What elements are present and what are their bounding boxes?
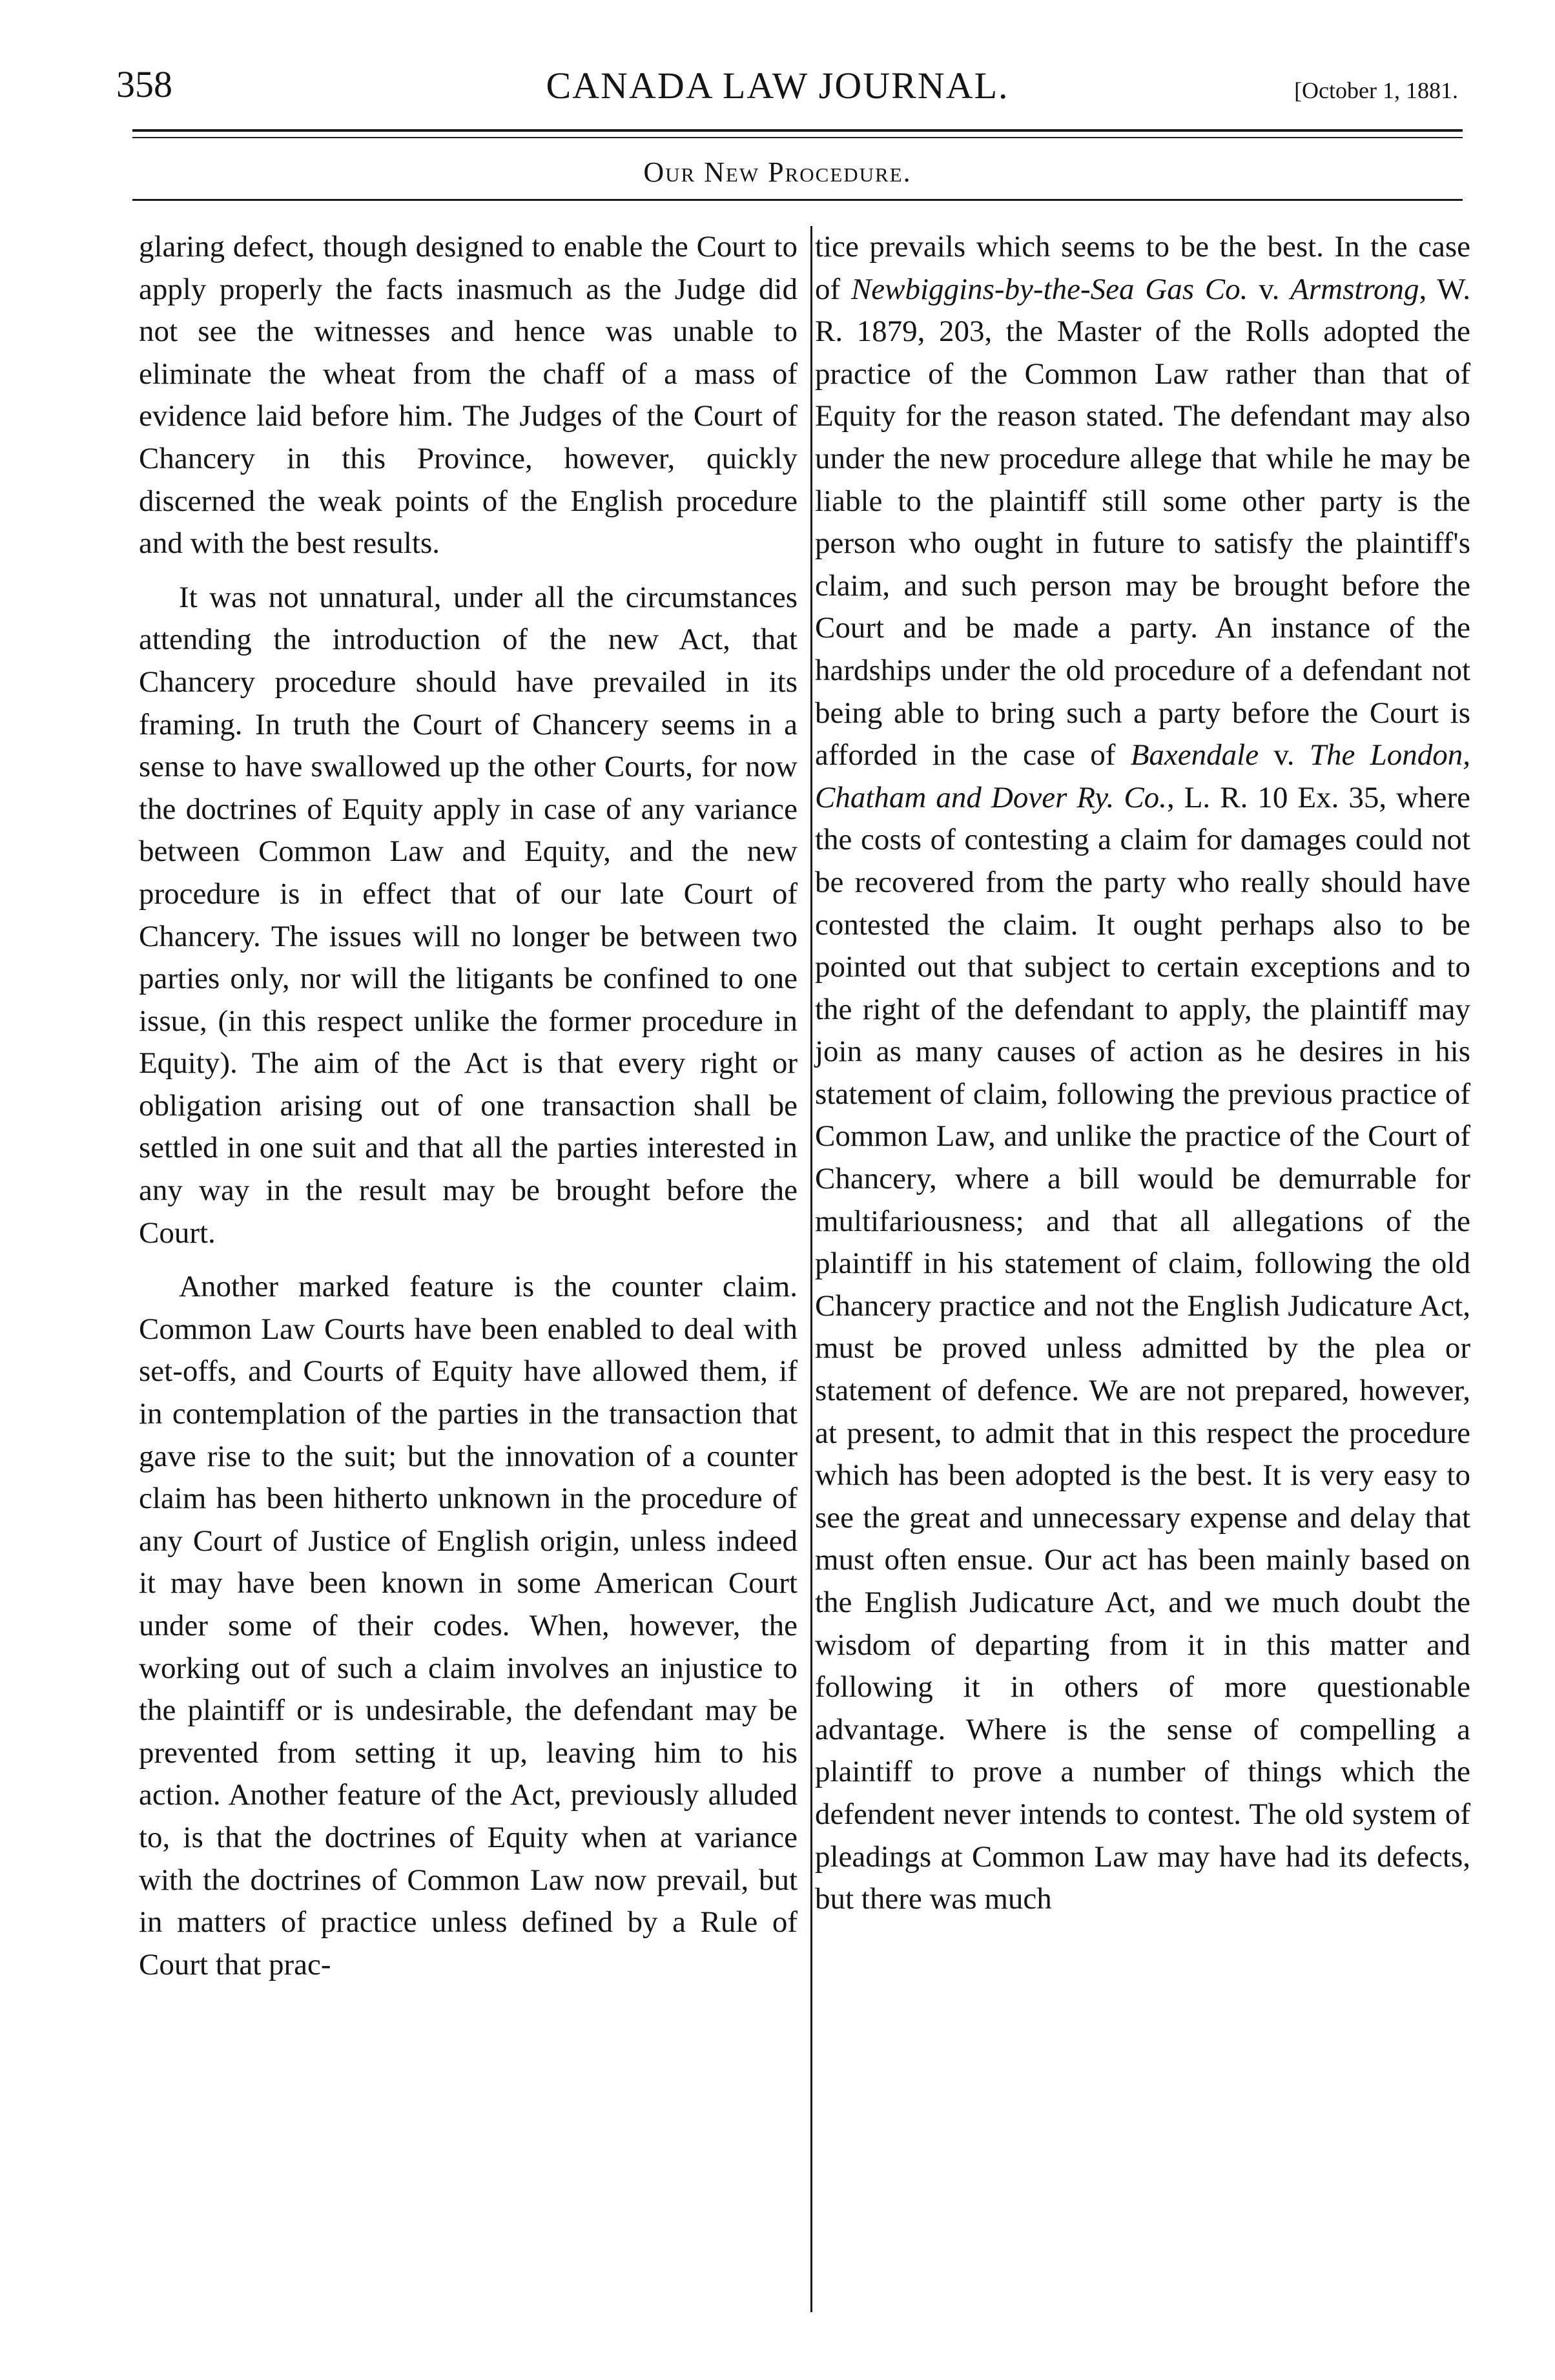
header-rule-thick xyxy=(132,129,1463,132)
column-divider xyxy=(810,226,812,2312)
issue-date: [October 1, 1881. xyxy=(1294,78,1458,103)
left-paragraph-1: glaring defect, though designed to enable the Court to apply properly the facts inasmuch as the Judge did not see the witnesses and hence was unable to eliminate the wheat from the chaff of a mass of evidence laid before him. The Judges of the Court of Chancery in this Province, however, quickly discerned the weak points of the English procedure and with the best results. xyxy=(139,230,798,561)
page-number: 358 xyxy=(116,63,172,105)
header-rule-thin xyxy=(132,137,1463,138)
text-run: v. xyxy=(1259,738,1310,772)
section-title: Our New Procedure. xyxy=(643,156,912,188)
case-party: Armstrong xyxy=(1290,272,1419,306)
section-rule xyxy=(132,199,1463,201)
text-run: tice prevails which seems to be the best. In the case of xyxy=(815,230,1470,306)
left-paragraph-2: It was not unnatural, under all the circumstances attending the introduction of the new Act, that Chancery procedure should have prevailed in its framing. In truth the Court of Chancery seems in a sense to have swallowed up the other Courts, for now the doctrines of Equity apply in case of any variance between Common Law and Equity, and the new procedure is in effect that of our late Court of Chancery. The issues will no longer be between two parties only, nor will the litigants be confined to one issue, (in this respect unlike the former procedure in Equity). The aim of the Act is that every right or obligation arising out of one transaction shall be settled in one suit and that all the parties interested in any way in the result may be brought before the Court. xyxy=(139,580,798,1250)
right-column xyxy=(815,226,1470,1921)
case-party: The London, Chatham and Dover Ry. Co. xyxy=(815,738,1471,814)
right-paragraph-1 xyxy=(815,226,1470,1921)
text-run: v. xyxy=(1248,272,1291,306)
case-name: Newbiggins-by-the-Sea Gas Co. xyxy=(850,272,1248,306)
text-run: , W. R. 1879, 203, the Master of the Rolls adopted the practice of the Common Law rather than that of Equity for the reason stated. The defendant may also under the new procedure allege that while he may be liable to the plaintiff still some other party is the person who ought in future to satisfy the plaintiff's claim, and such person may be brought before the Court and be made a party. An instance of the hardships under the old procedure of a defendant not being able to bring such a party before the Court is afforded in the case of xyxy=(815,272,1470,772)
left-column xyxy=(139,226,798,1986)
text-run: , L. R. 10 Ex. 35, where the costs of contesting a claim for damages could not be recovered from the party who really should have contested the claim. It ought perhaps also to be pointed out that subject to certain exceptions and to the right of the defendant to apply, the plaintiff may join as many causes of action as he desires in his statement of claim, following the previous practice of Common Law, and unlike the practice of the Court of Chancery, where a bill would be demurrable for multifariousness; and that all allegations of the plaintiff in his statement of claim, following the old Chancery practice and not the English Judicature Act, must be proved unless admitted by the plea or statement of defence. We are not prepared, however, at present, to admit that in this respect the procedure which has been adopted is the best. It is very easy to see the great and unnecessary expense and delay that must often ensue. Our act has been mainly based on the English Judicature Act, and we much doubt the wisdom of departing from it in this matter and following it in others of more questionable advantage. Where is the sense of compelling a plaintiff to prove a number of things which the defendent never intends to contest. The old system of pleadings at Common Law may have had its defects, but there was much xyxy=(815,780,1470,1916)
journal-title: CANADA LAW JOURNAL. xyxy=(546,65,1009,107)
left-paragraph-3: Another marked feature is the counter claim. Common Law Courts have been enabled to deal with set-offs, and Courts of Equity have allowed them, if in contemplation of the parties in the transaction that gave rise to the suit; but the innovation of a counter claim has been hitherto unknown in the procedure of any Court of Justice of English origin, unless indeed it may have been known in some American Court under some of their codes. When, however, the working out of such a claim involves an injustice to the plaintiff or is undesirable, the defendant may be prevented from setting it up, leaving him to his action. Another feature of the Act, previously alluded to, is that the doctrines of Equity when at variance with the doctrines of Common Law now prevail, but in matters of practice unless defined by a Rule of Court that prac- xyxy=(139,1270,798,1982)
case-name: Baxendale xyxy=(1130,738,1259,772)
